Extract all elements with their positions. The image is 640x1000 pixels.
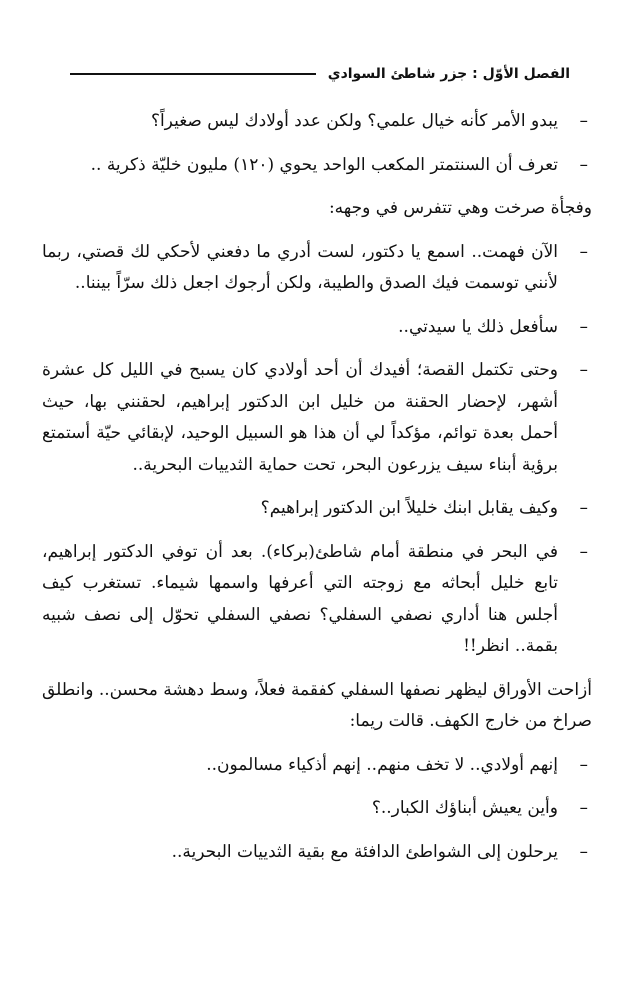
running-header: [70, 62, 570, 86]
dialogue-line: [42, 106, 592, 138]
dialogue-dash: –: [579, 316, 588, 337]
dialogue-text: وكيف يقابل ابنك خليلاً ابن الدكتور إبراهيم؟: [260, 498, 558, 518]
dialogue-dash: –: [579, 541, 588, 562]
dialogue-line: [42, 312, 592, 344]
dialogue-text: وأين يعيش أبناؤك الكبار..؟: [371, 798, 558, 818]
dialogue-line: [42, 150, 592, 182]
dialogue-line: [42, 750, 592, 782]
narration-text: أزاحت الأوراق ليظهر نصفها السفلي كفقمة فعلاً، وسط دهشة محسن.. وانطلق صراخ من خارج الكهف. قالت ريما:: [42, 679, 592, 731]
dialogue-dash: –: [579, 754, 588, 775]
dialogue-text: يبدو الأمر كأنه خيال علمي؟ ولكن عدد أولادك ليس صغيراً؟: [150, 111, 558, 131]
dialogue-line: [42, 837, 592, 869]
dialogue-dash: –: [579, 798, 588, 818]
chapter-title: الفصل الأوّل : جزر شاطئ السوادي: [327, 66, 570, 82]
dialogue-line: [42, 355, 592, 481]
dialogue-dash: –: [579, 360, 588, 380]
dialogue-line: [42, 793, 592, 825]
dialogue-dash: –: [579, 841, 588, 862]
narration-paragraph: [42, 193, 592, 225]
narration-paragraph: [42, 675, 592, 738]
dialogue-line: [42, 237, 592, 300]
page-body: [42, 106, 592, 880]
dialogue-text: الآن فهمت.. اسمع يا دكتور، لست أدري ما دفعني لأحكي لك قصتي، ربما لأنني توسمت فيك الصدق والطيبة، ولكن أرجوك اجعل ذلك سرّاً بيننا..: [42, 241, 558, 293]
dialogue-text: وحتى تكتمل القصة؛ أفيدك أن أحد أولادي كان يسبح في الليل كل عشرة أشهر، لإحضار الحقنة من خليل ابن الدكتور إبراهيم، لحقنني بها، حيث أحمل بعدة توائم، مؤكداً لي أن هذا هو السبيل الوحيد، لإبقائي حيّة أستمتع برؤية أبناء سيف يزرعون البحر، تحت حماية الثدييات البحرية..: [42, 360, 558, 475]
header-rule: [70, 73, 316, 75]
dialogue-dash: –: [579, 154, 588, 175]
dialogue-dash: –: [579, 111, 588, 131]
dialogue-text: سأفعل ذلك يا سيدتي..: [398, 316, 558, 337]
dialogue-text: إنهم أولادي.. لا تخف منهم.. إنهم أذكياء مسالمون..: [206, 754, 558, 775]
dialogue-dash: –: [579, 241, 588, 262]
dialogue-dash: –: [579, 498, 588, 518]
dialogue-line: [42, 493, 592, 525]
dialogue-text: يرحلون إلى الشواطئ الدافئة مع بقية الثدييات البحرية..: [171, 841, 558, 862]
dialogue-line: [42, 537, 592, 663]
dialogue-text: في البحر في منطقة أمام شاطئ(بركاء). بعد أن توفي الدكتور إبراهيم، تابع خليل أبحاثه مع زوجته التي أعرفها واسمها شيماء. تستغرب كيف أجلس هنا أداري نصفي السفلي؟ نصفي السفلي تحوّل إلى نصف شبيه بقمة.. انظر!!: [42, 541, 558, 656]
narration-text: وفجأة صرخت وهي تتفرس في وجهه:: [328, 198, 592, 218]
dialogue-text: تعرف أن السنتمتر المكعب الواحد يحوي (١٢٠) مليون خليّة ذكرية ..: [90, 154, 558, 175]
